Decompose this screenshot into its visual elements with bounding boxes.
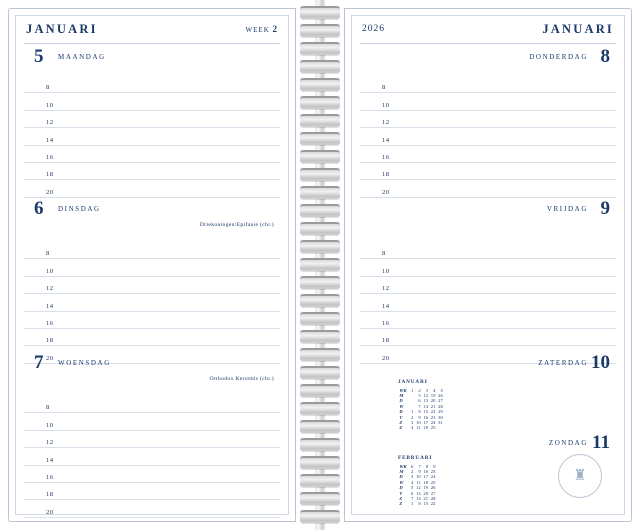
mini-date: 1: [410, 501, 414, 507]
spiral-ring: [300, 78, 340, 91]
mini-date: 11: [416, 425, 421, 431]
hour-row[interactable]: [24, 431, 280, 448]
spiral-binding: [296, 0, 344, 530]
left-page: [8, 8, 296, 522]
hour-label: 16: [46, 153, 54, 161]
spiral-ring: [300, 492, 340, 505]
mini-date: 27: [438, 398, 443, 404]
mini-date: 18: [423, 479, 428, 485]
week-number: 2: [272, 24, 278, 34]
mini-day-label: D: [399, 409, 403, 415]
hour-label: 18: [46, 337, 54, 345]
spiral-ring: [300, 204, 340, 217]
hour-label: 12: [382, 285, 390, 293]
hour-row[interactable]: [360, 128, 616, 145]
hour-row[interactable]: [24, 500, 280, 517]
mini-day-label: D: [399, 474, 403, 480]
mini-date: 25: [430, 479, 436, 485]
day-name-saturday: ZATERDAG: [538, 359, 588, 367]
hour-row[interactable]: [24, 111, 280, 128]
spiral-ring: [300, 312, 340, 325]
publisher-logo-stamp: [558, 454, 602, 498]
mini-day-label: Z: [399, 425, 403, 431]
hour-label: 16: [46, 473, 54, 481]
mini-date: 29: [438, 409, 443, 415]
day-name-wednesday: WOENSDAG: [58, 359, 111, 367]
mini-date: 10: [416, 474, 421, 480]
mini-day-label: W: [399, 479, 404, 485]
hour-label: 10: [382, 101, 390, 109]
hour-row[interactable]: [24, 242, 280, 259]
spiral-ring: [300, 222, 340, 235]
week-label: WEEK: [245, 26, 270, 34]
spiral-ring: [300, 6, 340, 19]
right-page-header: [352, 16, 624, 42]
mini-date: 18: [423, 425, 428, 431]
day-block-wednesday[interactable]: [24, 352, 280, 516]
day-block-monday[interactable]: [24, 46, 280, 196]
mini-date: 23: [430, 469, 436, 474]
spiral-ring: [300, 132, 340, 145]
hour-label: 12: [46, 439, 54, 447]
mini-week-number: 4: [433, 387, 436, 393]
mini-date: 7: [418, 403, 421, 409]
mini-date: 4: [410, 479, 414, 485]
day-number-friday: 9: [600, 198, 610, 219]
hour-label: 18: [46, 491, 54, 499]
hour-row[interactable]: [360, 76, 616, 93]
mini-day-label: M: [399, 393, 404, 398]
hour-row[interactable]: [360, 163, 616, 180]
spiral-ring: [300, 384, 340, 397]
hour-lines-friday[interactable]: [360, 242, 616, 364]
mini-date: 4: [410, 425, 414, 431]
right-page: [344, 8, 632, 522]
day-block-tuesday[interactable]: [24, 198, 280, 362]
mini-date: 9: [418, 469, 421, 474]
mini-day-label: D: [399, 485, 403, 491]
mini-date: 2: [410, 414, 414, 420]
spiral-ring: [300, 420, 340, 433]
day-header-tuesday: [24, 198, 280, 228]
mini-week-number: 5: [440, 387, 443, 393]
left-header-week: [246, 24, 278, 34]
hour-row[interactable]: [24, 259, 280, 276]
mini-date: 28: [438, 403, 443, 409]
mini-date: 17: [423, 474, 428, 480]
hour-label: 14: [382, 302, 390, 310]
mini-date: 25: [430, 425, 436, 431]
hour-label: 14: [46, 456, 54, 464]
hour-label: 20: [46, 508, 54, 516]
hour-row[interactable]: [360, 180, 616, 197]
mini-day-label: Z: [399, 420, 403, 426]
mini-date: 23: [430, 414, 436, 420]
mini-date: 19: [423, 485, 428, 491]
mini-date: 13: [423, 398, 428, 404]
left-page-header: [16, 16, 288, 42]
hour-row[interactable]: [24, 294, 280, 311]
mini-date: 28: [430, 496, 436, 502]
mini-date: 16: [423, 414, 428, 420]
hour-row[interactable]: [360, 93, 616, 110]
spiral-ring: [300, 96, 340, 109]
mini-date: 19: [430, 393, 436, 398]
mini-day-label: V: [399, 414, 403, 420]
hour-row[interactable]: [24, 396, 280, 413]
hour-label: 10: [382, 267, 390, 275]
hour-label: 12: [382, 119, 390, 127]
mini-date: 3: [410, 474, 414, 480]
left-header-month: JANUARI: [26, 21, 98, 36]
mini-date: 26: [438, 393, 443, 398]
mini-date: 10: [416, 420, 421, 426]
hour-label: 16: [382, 319, 390, 327]
hour-label: 20: [46, 188, 54, 196]
hour-label: 18: [382, 337, 390, 345]
mini-date: 2: [410, 469, 414, 474]
mini-date: 22: [430, 501, 436, 507]
mini-date: 8: [418, 501, 421, 507]
hour-row[interactable]: [24, 413, 280, 430]
mini-date: 12: [423, 393, 428, 398]
mini-date: 20: [430, 398, 436, 404]
mini-date: 15: [423, 501, 428, 507]
mini-date: [437, 425, 444, 430]
mini-date: 24: [430, 420, 436, 426]
hour-row[interactable]: [24, 76, 280, 93]
right-header-rule: [360, 43, 616, 44]
mini-day-label: V: [399, 490, 403, 496]
hour-label: 10: [46, 267, 54, 275]
mini-date: 17: [423, 420, 428, 426]
day-number-thursday: 8: [600, 46, 610, 67]
mini-day-row: [398, 501, 437, 506]
mini-date: 3: [410, 420, 414, 426]
hour-label: 16: [46, 319, 54, 327]
mini-date: 22: [430, 409, 436, 415]
day-note-wednesday: Orthodox Kerstmis (chr.): [209, 376, 274, 382]
spiral-ring: [300, 24, 340, 37]
mini-week-number: 7: [418, 463, 421, 469]
day-name-monday: MAANDAG: [58, 53, 106, 61]
hour-row[interactable]: [24, 329, 280, 346]
mini-calendar-title: FEBRUARI: [398, 455, 433, 461]
day-name-thursday: DONDERDAG: [529, 53, 588, 61]
spiral-ring: [300, 186, 340, 199]
right-header-year: 2026: [362, 24, 385, 34]
hour-row[interactable]: [24, 180, 280, 197]
spiral-ring: [300, 474, 340, 487]
hour-row[interactable]: [24, 483, 280, 500]
day-header-friday: [360, 198, 616, 224]
hour-row[interactable]: [360, 242, 616, 259]
hour-row[interactable]: [360, 329, 616, 346]
mini-date: 15: [423, 409, 428, 415]
hour-label: 14: [46, 136, 54, 144]
hour-label: 8: [382, 250, 386, 258]
left-page-inner: [15, 15, 289, 515]
hour-row[interactable]: [360, 259, 616, 276]
spiral-ring: [300, 258, 340, 271]
mini-date: 31: [438, 420, 443, 426]
hour-label: 12: [46, 285, 54, 293]
mini-week-number: 9: [433, 463, 436, 469]
right-page-inner: [351, 15, 625, 515]
mini-date: 8: [418, 409, 421, 415]
mini-week-number: 3: [425, 387, 428, 393]
spiral-ring: [300, 276, 340, 289]
spiral-ring: [300, 240, 340, 253]
mini-date: 30: [438, 414, 443, 420]
spiral-ring: [300, 294, 340, 307]
mini-date: 11: [416, 479, 421, 485]
day-number-tuesday: 6: [34, 198, 44, 219]
left-header-rule: [24, 43, 280, 44]
mini-date: 5: [410, 485, 414, 491]
day-block-thursday[interactable]: [360, 46, 616, 196]
hour-row[interactable]: [360, 277, 616, 294]
mini-date: 9: [418, 414, 421, 420]
day-number-wednesday: 7: [34, 352, 44, 373]
spiral-ring: [300, 456, 340, 469]
day-block-friday[interactable]: [360, 198, 616, 362]
mini-week-number: 8: [425, 463, 428, 469]
hour-label: 14: [46, 302, 54, 310]
spiral-ring: [300, 438, 340, 451]
mini-date: 14: [423, 403, 428, 409]
hour-label: 18: [382, 171, 390, 179]
mini-date: 27: [430, 490, 436, 496]
mini-date: 12: [416, 485, 421, 491]
day-name-sunday: ZONDAG: [548, 439, 588, 447]
mini-date: 5: [418, 393, 421, 398]
mini-date: 6: [418, 398, 421, 404]
hour-row[interactable]: [24, 312, 280, 329]
day-note-tuesday: Driekoningen/Epifanie (chr.): [199, 222, 274, 228]
hour-label: 8: [46, 404, 50, 412]
hour-lines-monday[interactable]: [24, 76, 280, 198]
hour-label: 8: [382, 84, 386, 92]
hour-label: 20: [382, 354, 390, 362]
hour-row[interactable]: [360, 146, 616, 163]
hour-label: 10: [46, 101, 54, 109]
day-number-saturday: 10: [591, 352, 610, 373]
spiral-ring: [300, 402, 340, 415]
mini-calendar-januari[interactable]: [398, 380, 444, 431]
hour-row[interactable]: [24, 466, 280, 483]
mini-week-label: WK: [399, 463, 407, 469]
spiral-ring: [300, 510, 340, 523]
day-number-sunday: 11: [592, 432, 610, 453]
spiral-ring: [300, 168, 340, 181]
mini-date: 24: [430, 474, 436, 480]
hour-label: 12: [46, 119, 54, 127]
hour-row[interactable]: [360, 294, 616, 311]
mini-date: 21: [430, 403, 436, 409]
spiral-ring: [300, 42, 340, 55]
mini-date: 6: [410, 490, 414, 496]
mini-day-label: W: [399, 403, 404, 409]
hour-label: 10: [46, 421, 54, 429]
mini-day-row: [398, 425, 444, 430]
mini-calendar-title: JANUARI: [398, 379, 428, 385]
spiral-ring: [300, 114, 340, 127]
day-header-thursday: [360, 46, 616, 72]
day-header-saturday: [360, 352, 616, 378]
mini-date: 13: [416, 490, 421, 496]
hour-lines-thursday[interactable]: [360, 76, 616, 198]
hour-lines-wednesday[interactable]: [24, 396, 280, 518]
mini-date: 26: [430, 485, 436, 491]
hour-row[interactable]: [24, 448, 280, 465]
day-header-monday: [24, 46, 280, 72]
mini-date: 1: [410, 409, 414, 415]
hour-label: 14: [382, 136, 390, 144]
castle-icon: ♜: [573, 467, 587, 484]
mini-day-label: M: [399, 469, 404, 474]
mini-date: 7: [410, 496, 414, 502]
mini-date: 20: [423, 490, 428, 496]
hour-label: 20: [382, 188, 390, 196]
spiral-ring: [300, 150, 340, 163]
mini-day-label: Z: [399, 501, 403, 507]
mini-date: 14: [416, 496, 421, 502]
hour-label: 16: [382, 153, 390, 161]
hour-row[interactable]: [24, 163, 280, 180]
day-name-tuesday: DINSDAG: [58, 205, 101, 213]
mini-week-number: 2: [418, 387, 421, 393]
spiral-ring: [300, 330, 340, 343]
mini-week-number: 6: [410, 463, 414, 469]
day-header-wednesday: [24, 352, 280, 382]
spiral-ring: [300, 366, 340, 379]
hour-label: 8: [46, 84, 50, 92]
mini-date: 16: [423, 469, 428, 474]
mini-date: 21: [423, 496, 428, 502]
day-number-monday: 5: [34, 46, 44, 67]
hour-row[interactable]: [24, 128, 280, 145]
mini-day-label: Z: [399, 496, 403, 502]
hour-lines-tuesday[interactable]: [24, 242, 280, 364]
mini-calendar-februari[interactable]: [398, 456, 437, 507]
mini-calendar-table: [398, 464, 437, 507]
mini-week-number: 1: [410, 387, 414, 393]
hour-label: 8: [46, 250, 50, 258]
day-name-friday: VRIJDAG: [546, 205, 588, 213]
hour-label: 20: [46, 354, 54, 362]
spiral-ring: [300, 60, 340, 73]
spiral-ring: [300, 348, 340, 361]
day-block-saturday[interactable]: [360, 352, 616, 378]
hour-row[interactable]: [360, 312, 616, 329]
hour-row[interactable]: [24, 93, 280, 110]
mini-calendar-table: [398, 388, 444, 431]
right-header-month: JANUARI: [542, 21, 614, 36]
hour-row[interactable]: [360, 111, 616, 128]
hour-row[interactable]: [24, 277, 280, 294]
hour-label: 18: [46, 171, 54, 179]
hour-row[interactable]: [24, 146, 280, 163]
mini-week-label: WK: [399, 387, 407, 393]
mini-day-label: D: [399, 398, 403, 404]
